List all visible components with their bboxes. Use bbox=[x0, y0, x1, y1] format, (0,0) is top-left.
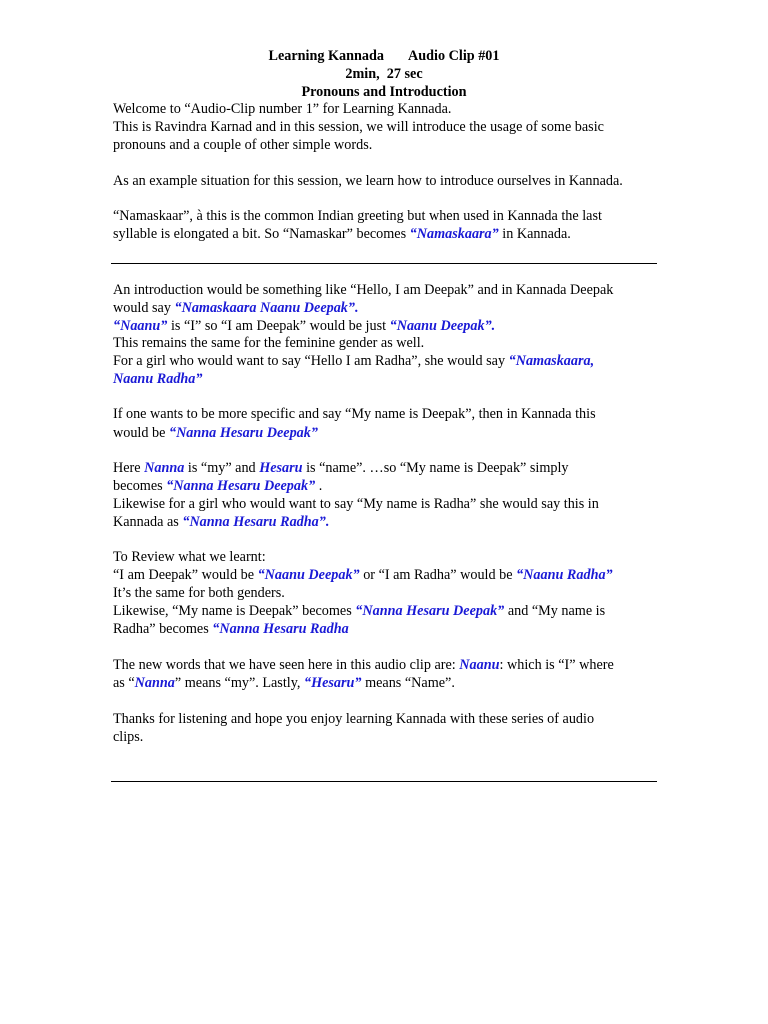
kannada-term: Hesaru bbox=[259, 460, 303, 476]
closing-line-2: clips. bbox=[113, 729, 144, 745]
vocab-line-3: Likewise for a girl who would want to say “My name is Radha” she would say this in bbox=[113, 496, 599, 512]
kannada-term: “Nanna Hesaru Radha bbox=[212, 621, 349, 637]
doc-duration: 2min, 27 sec bbox=[345, 66, 423, 82]
kannada-term: Nanna bbox=[134, 675, 175, 691]
introduction-line-5: For a girl who would want to say “Hello I am Radha”, she would say “Namaskaara, bbox=[113, 353, 595, 369]
introduction-line-1: An introduction would be something like “Hello, I am Deepak” and in Kannada Deepak bbox=[113, 282, 614, 298]
example-line: As an example situation for this session, we learn how to introduce ourselves in Kannada. bbox=[113, 173, 623, 189]
introduction-line-6 bbox=[113, 370, 203, 388]
vocab-line-1: Here Nanna is “my” and Hesaru is “name”. …so “My name is Deepak” simply bbox=[113, 460, 569, 476]
kannada-term: Naanu bbox=[459, 657, 500, 673]
kannada-term: “Nanna Hesaru Deepak” bbox=[168, 425, 318, 441]
review-line-1: To Review what we learnt: bbox=[113, 549, 266, 565]
review-line-4: Likewise, “My name is Deepak” becomes “Nanna Hesaru Deepak” and “My name is bbox=[113, 603, 606, 619]
section-divider bbox=[111, 263, 657, 264]
namaskaar-line-2: syllable is elongated a bit. So “Namaskar” becomes “Namaskaara” in Kannada. bbox=[113, 226, 571, 242]
kannada-term: “Naanu” bbox=[113, 318, 168, 334]
new-words-line-1: The new words that we have seen here in this audio clip are: Naanu: which is “I” where bbox=[113, 657, 614, 673]
review-line-3: It’s the same for both genders. bbox=[113, 585, 285, 601]
introduction-line-3: “Naanu” is “I” so “I am Deepak” would be just “Naanu Deepak”. bbox=[113, 318, 496, 334]
kannada-term: “Nanna Hesaru Radha”. bbox=[182, 514, 330, 530]
kannada-term: “Naanu Deepak”. bbox=[389, 318, 496, 334]
intro-line-3: pronouns and a couple of other simple words. bbox=[113, 137, 373, 153]
kannada-term: “Hesaru” bbox=[303, 675, 362, 691]
vocab-line-4: Kannada as “Nanna Hesaru Radha”. bbox=[113, 514, 330, 530]
end-divider bbox=[111, 781, 657, 782]
kannada-term: “Namaskaara” bbox=[409, 226, 499, 242]
review-line-5: Radha” becomes “Nanna Hesaru Radha bbox=[113, 621, 349, 637]
doc-title: Learning Kannada Audio Clip #01 bbox=[268, 48, 500, 64]
specific-line-1: If one wants to be more specific and say “My name is Deepak”, then in Kannada this bbox=[113, 406, 596, 422]
kannada-term: “Namaskaara, bbox=[508, 353, 595, 369]
doc-subtitle: Pronouns and Introduction bbox=[301, 84, 467, 100]
intro-line-2: This is Ravindra Karnad and in this session, we will introduce the usage of some basic bbox=[113, 119, 604, 135]
namaskaar-line-1: “Namaskaar”, à this is the common Indian greeting but when used in Kannada the last bbox=[113, 208, 602, 224]
vocab-line-2: becomes “Nanna Hesaru Deepak” . bbox=[113, 478, 323, 494]
specific-line-2: would be “Nanna Hesaru Deepak” bbox=[113, 425, 318, 441]
introduction-line-4: This remains the same for the feminine gender as well. bbox=[113, 335, 425, 351]
introduction-line-2: would say “Namaskaara Naanu Deepak”. bbox=[113, 300, 359, 316]
intro-line-1: Welcome to “Audio-Clip number 1” for Learning Kannada. bbox=[113, 101, 452, 117]
review-line-2: “I am Deepak” would be “Naanu Deepak” or “I am Radha” would be “Naanu Radha” bbox=[113, 567, 613, 583]
kannada-term: Nanna bbox=[144, 460, 185, 476]
kannada-term: “Namaskaara Naanu Deepak”. bbox=[174, 300, 359, 316]
kannada-term: “Naanu Radha” bbox=[516, 567, 613, 583]
kannada-term: “Nanna Hesaru Deepak” bbox=[166, 478, 316, 494]
kannada-term: Naanu Radha” bbox=[113, 371, 203, 387]
closing-line-1: Thanks for listening and hope you enjoy learning Kannada with these series of audio bbox=[113, 711, 595, 727]
kannada-term: “Naanu Deepak” bbox=[257, 567, 360, 583]
new-words-line-2: as “Nanna” means “my”. Lastly, “Hesaru” means “Name”. bbox=[113, 675, 455, 691]
kannada-term: “Nanna Hesaru Deepak” bbox=[355, 603, 505, 619]
